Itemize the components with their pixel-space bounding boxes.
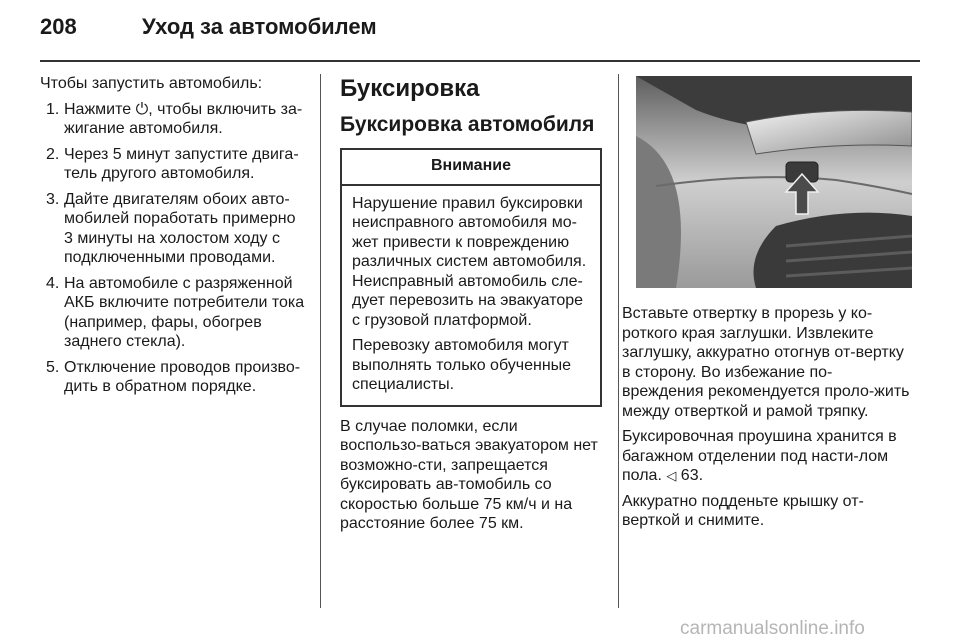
page-ref-icon: ◁ xyxy=(666,468,677,483)
warning-text: Перевозку автомобиля могут выполнять только обученные специалисты. xyxy=(352,337,572,393)
column-divider xyxy=(618,74,619,608)
start-steps-list xyxy=(40,100,306,397)
instruction-text: Аккуратно подденьте крышку от-верткой и снимите. xyxy=(622,492,864,529)
bumper-photo xyxy=(636,76,912,288)
list-item: 4. На автомобиле с разряженной АКБ включите потребители тока (например, фары, обогрев заднего стекла). xyxy=(46,274,305,350)
page-number: 208 xyxy=(40,14,77,39)
column-right xyxy=(622,304,910,537)
page-ref[interactable]: 63. xyxy=(680,467,704,484)
warning-text: Нарушение правил буксировки неисправного автомобиля мо-жет привести к повреждению различных систем автомобиля. Неисправный автомобиль сле-дует перевозить на эвакуаторе с грузовой платформой. xyxy=(352,194,587,329)
warning-box xyxy=(340,148,602,407)
list-item: 5. Отключение проводов произво-дить в обратном порядке. xyxy=(46,358,301,395)
intro-text: Чтобы запустить автомобиль: xyxy=(40,75,263,92)
column-divider xyxy=(320,74,321,608)
page-header xyxy=(40,14,920,50)
column-left xyxy=(40,74,306,403)
header-rule xyxy=(40,60,920,62)
instruction-text: Буксировочная проушина хранится в багажном отделении под насти-лом пола. ◁ 63. xyxy=(622,428,897,484)
instruction-text: Вставьте отвертку в прорезь у ко-роткого края заглушки. Извлеките заглушку, аккуратно отогнув от-вертку в сторону. Во избежание по-вреждения рекомендуется проло-жить между отверткой и рамой тряпку. xyxy=(622,305,910,420)
towing-paragraph: В случае поломки, если воспользо-ваться эвакуатором нет возможно-сти, запрещается буксировать ав-томобиль со скоростью больше 75 км/ч и на расстояние более 75 км. xyxy=(340,417,598,532)
list-item: 2. Через 5 минут запустите двига-тель другого автомобиля. xyxy=(46,145,299,182)
heading-towing: Буксировка xyxy=(340,75,480,102)
column-middle xyxy=(340,74,602,540)
list-item: 3. Дайте двигателям обоих авто-мобилей поработать примерно 3 минуты на холостом ходу с подключенными проводами. xyxy=(46,190,296,266)
watermark: carmanualsonline.info xyxy=(680,618,865,639)
warning-title: Внимание xyxy=(342,150,600,186)
heading-towing-vehicle: Буксировка автомобиля xyxy=(340,113,595,136)
section-title: Уход за автомобилем xyxy=(142,14,377,39)
list-item: 1. Нажмите ⏻, чтобы включить за-жигание автомобиля. xyxy=(46,100,303,137)
